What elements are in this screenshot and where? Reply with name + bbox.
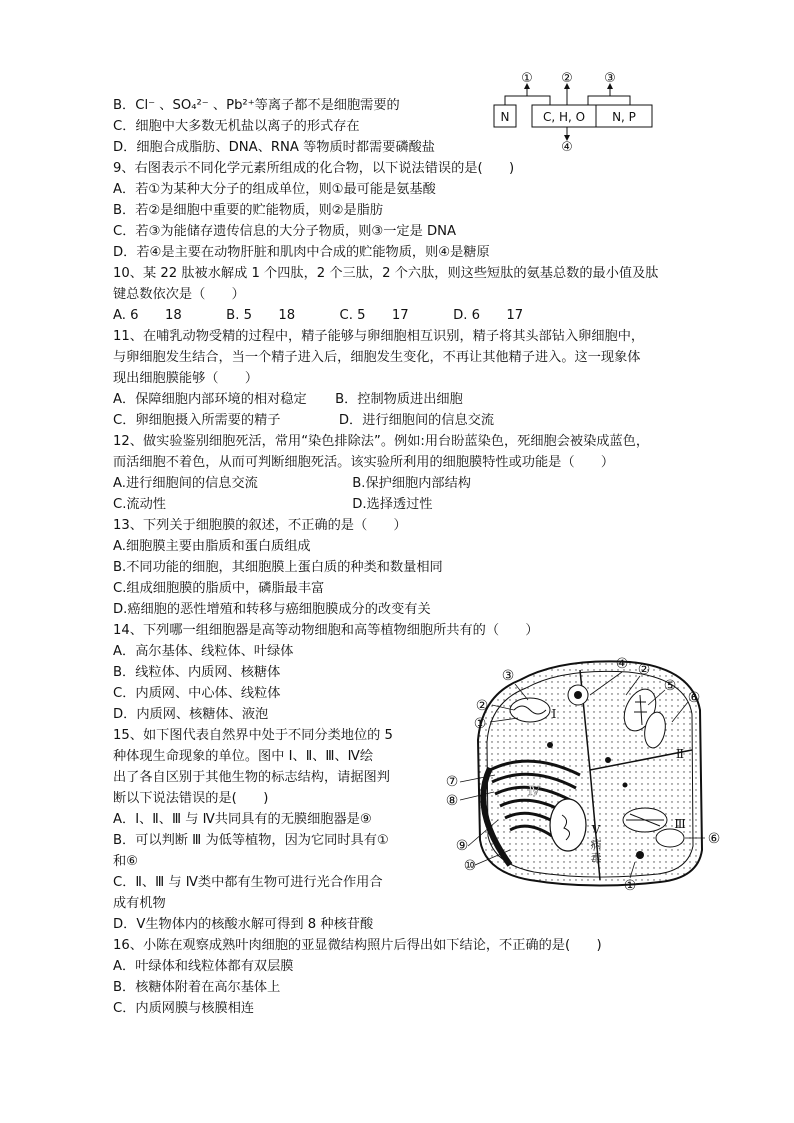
num-8: ⑧ (445, 793, 459, 809)
num-6-right: ⑥ (707, 831, 720, 847)
roman-5: Ⅴ (591, 823, 601, 837)
q12-option-c: C.流动性 (113, 497, 166, 512)
num-5: ⑤ (663, 678, 677, 694)
label-4: ④ (561, 140, 573, 152)
question-9: 9、右图表示不同化学元素所组成的化合物，以下说法错误的是( ) (113, 161, 515, 176)
num-2-top: ② (637, 662, 651, 678)
q12-options-ab (113, 474, 471, 494)
num-1-left: ① (473, 716, 487, 732)
q15-option-a: A．Ⅰ、Ⅱ、Ⅲ 与 Ⅳ共同具有的无膜细胞器是⑨ (113, 812, 372, 827)
question-11-line2: 与卵细胞发生结合，当一个精子进入后，细胞发生变化，不再让其他精子进入。这一现象体 (113, 350, 641, 365)
box-n-text: N (500, 110, 510, 124)
q9-option-b: B．若②是细胞中重要的贮能物质，则②是脂肪 (113, 203, 384, 218)
q12-option-d: D.选择透过性 (352, 497, 433, 512)
question-16: 16、小陈在观察成熟叶肉细胞的亚显微结构照片后得出如下结论，不正确的是( ) (113, 938, 602, 953)
num-2-left: ② (475, 698, 489, 714)
q11-option-a: A．保障细胞内部环境的相对稳定 (113, 392, 307, 407)
question-11-line1: 11、在哺乳动物受精的过程中，精子能够与卵细胞相互识别，精子将其头部钻入卵细胞中， (113, 329, 645, 344)
num-6-top: ⑥ (687, 690, 701, 706)
q14-option-a: A．高尔基体、线粒体、叶绿体 (113, 644, 294, 659)
q15-option-b-cont: 和⑥ (113, 854, 139, 869)
q16-option-b: B．核糖体附着在高尔基体上 (113, 980, 281, 995)
q11-option-c: C．卵细胞摄入所需要的精子 (113, 413, 281, 428)
box-cho-text: C, H, O (542, 110, 586, 124)
question-15-line3: 出了各自区别于其他生物的标志结构，请据图判 (113, 770, 390, 785)
q13-option-a: A.细胞膜主要由脂质和蛋白质组成 (113, 539, 311, 554)
virus-label-1: 病 (590, 838, 602, 851)
q13-option-c: C.组成细胞膜的脂质中，磷脂最丰富 (113, 581, 325, 596)
question-12-line2: 而活细胞不着色，从而可判断细胞死活。该实验所利用的细胞膜特性或功能是（ ） (113, 455, 615, 470)
q9-option-a: A．若①为某种大分子的组成单位，则①最可能是氨基酸 (113, 182, 436, 197)
q9-option-c: C．若③为能储存遗传信息的大分子物质，则③一定是 DNA (113, 224, 457, 239)
label-3: ③ (604, 72, 616, 86)
question-10-line1: 10、某 22 肽被水解成 1 个四肽，2 个三肽，2 个六肽，则这些短肽的氨基总数的最小值及肽 (113, 266, 659, 281)
q11-option-b: B．控制物质进出细胞 (335, 392, 463, 407)
question-13: 13、下列关于细胞膜的叙述，不正确的是（ ） (113, 518, 407, 533)
question-10-line2: 键总数依次是（ ） (113, 287, 245, 302)
label-1: ① (521, 72, 533, 86)
q15-option-d: D．Ⅴ生物体内的核酸水解可得到 8 种核苷酸 (113, 917, 374, 932)
option-d-prev: D．细胞合成脂肪、DNA、RNA 等物质时都需要磷酸盐 (113, 140, 435, 155)
question-15-line2: 种体现生命现象的单位。图中 Ⅰ、Ⅱ、Ⅲ、Ⅳ绘 (113, 749, 374, 764)
q14-option-d: D．内质网、核糖体、液泡 (113, 707, 269, 722)
virus-icon (550, 799, 586, 851)
q10-option-a: A. 6 18 (113, 308, 182, 323)
q16-option-a: A．叶绿体和线粒体都有双层膜 (113, 959, 294, 974)
q10-option-d: D. 6 17 (453, 308, 524, 323)
q10-option-b: B. 5 18 (226, 308, 296, 323)
question-15-line1: 15、如下图代表自然界中处于不同分类地位的 5 (113, 728, 393, 743)
virus-label-2: 毒 (590, 852, 602, 865)
question-11-line3: 现出细胞膜能够（ ） (113, 371, 259, 386)
q14-option-b: B．线粒体、内质网、核糖体 (113, 665, 281, 680)
q11-options-cd (113, 411, 494, 431)
element-composition-diagram (490, 72, 660, 152)
num-9: ⑨ (455, 838, 469, 854)
q16-option-c: C．内质网膜与核膜相连 (113, 1001, 255, 1016)
roman-1: Ⅰ (551, 707, 557, 721)
question-15-line4: 断以下说法错误的是( ) (113, 791, 269, 806)
option-b-prev: B．Cl⁻ 、SO₄²⁻ 、Pb²⁺等离子都不是细胞需要的 (113, 98, 400, 113)
q12-option-a: A.进行细胞间的信息交流 (113, 476, 258, 491)
q9-option-d: D．若④是主要在动物肝脏和肌肉中合成的贮能物质，则④是糖原 (113, 245, 490, 260)
roman-3: Ⅲ (674, 817, 686, 831)
box-np-text: N, P (612, 110, 636, 124)
cell-structure-diagram (430, 650, 720, 895)
num-4: ④ (615, 656, 629, 672)
q12-option-b: B.保护细胞内部结构 (352, 476, 471, 491)
q10-options (113, 306, 523, 326)
num-7: ⑦ (445, 774, 459, 790)
num-10: ⑩ (463, 858, 477, 874)
question-14: 14、下列哪一组细胞器是高等动物细胞和高等植物细胞所共有的（ ） (113, 623, 539, 638)
num-3: ③ (501, 668, 515, 684)
q10-option-c: C. 5 17 (339, 308, 409, 323)
num-1-bottom: ① (623, 878, 637, 894)
q15-option-b: B．可以判断 Ⅲ 为低等植物，因为它同时具有① (113, 833, 389, 848)
q11-option-d: D．进行细胞间的信息交流 (338, 413, 495, 428)
option-c-prev: C．细胞中大多数无机盐以离子的形式存在 (113, 119, 360, 134)
label-2: ② (561, 72, 573, 86)
roman-4: Ⅳ (528, 784, 540, 798)
q11-options-ab (113, 390, 463, 410)
roman-2: Ⅱ (675, 747, 685, 761)
q15-option-c: C．Ⅱ、Ⅲ 与 Ⅳ类中都有生物可进行光合作用合 (113, 875, 383, 890)
q12-options-cd (113, 495, 433, 515)
q13-option-b: B.不同功能的细胞，其细胞膜上蛋白质的种类和数量相同 (113, 560, 443, 575)
q13-option-d: D.癌细胞的恶性增殖和转移与癌细胞膜成分的改变有关 (113, 602, 431, 617)
q14-option-c: C．内质网、中心体、线粒体 (113, 686, 281, 701)
question-12-line1: 12、做实验鉴别细胞死活，常用“染色排除法”。例如:用台盼蓝染色，死细胞会被染成蓝色， (113, 434, 650, 449)
q15-option-c-cont: 成有机物 (113, 896, 166, 911)
